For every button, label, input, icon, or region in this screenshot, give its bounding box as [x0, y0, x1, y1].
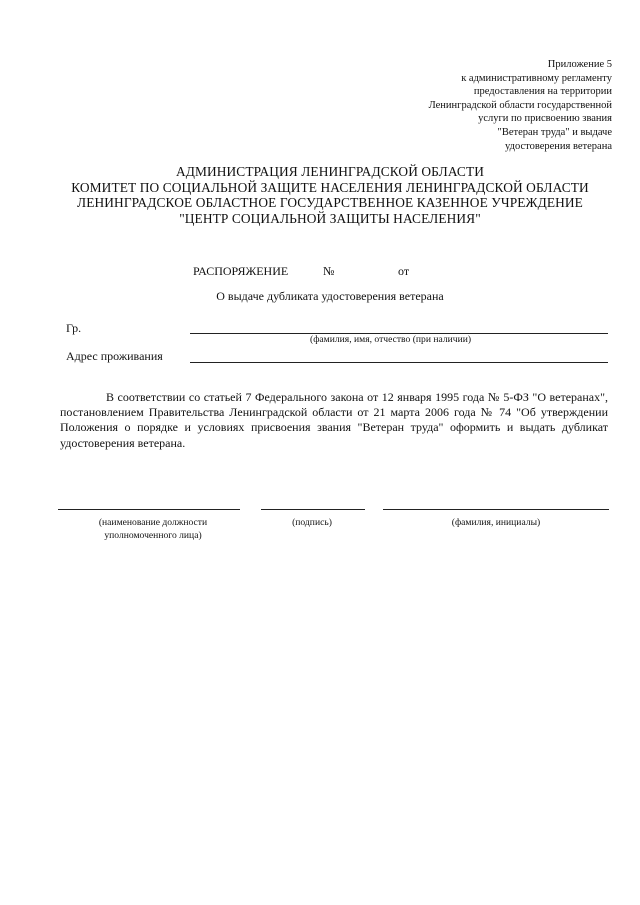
appendix-line: Приложение 5: [547, 59, 612, 70]
name-signature-line: [383, 509, 609, 510]
order-subject: О выдаче дубликата удостоверения ветерана: [216, 289, 444, 303]
appendix-line: удостоверения ветерана: [505, 140, 612, 152]
appendix-line: Ленинградской области государственной: [428, 99, 612, 111]
appendix-line: предоставления на территории: [473, 86, 612, 98]
header-line: ЛЕНИНГРАДСКОЕ ОБЛАСТНОЕ ГОСУДАРСТВЕННОЕ КАЗЕННОЕ УЧРЕЖДЕНИЕ: [77, 195, 583, 210]
position-caption: [62, 516, 244, 542]
order-date-label: от: [398, 264, 410, 278]
appendix-note: [352, 58, 612, 153]
address-label: Адрес проживания: [66, 349, 163, 363]
position-caption-line: уполномоченного лица): [104, 530, 202, 541]
appendix-line: к административному регламенту: [461, 72, 612, 84]
citizen-name-caption: (фамилия, имя, отчество (при наличии): [310, 334, 472, 345]
order-title: РАСПОРЯЖЕНИЕ: [193, 264, 289, 278]
name-caption: (фамилия, инициалы): [451, 517, 541, 528]
position-caption-line: (наименование должности: [98, 517, 208, 528]
order-number-label: №: [323, 264, 335, 278]
header-line: "ЦЕНТР СОЦИАЛЬНОЙ ЗАЩИТЫ НАСЕЛЕНИЯ": [179, 210, 481, 226]
signature-caption: (подпись): [292, 517, 332, 528]
signature-line: [261, 509, 365, 510]
header-line: КОМИТЕТ ПО СОЦИАЛЬНОЙ ЗАЩИТЕ НАСЕЛЕНИЯ ЛЕНИНГРАДСКОЙ ОБЛАСТИ: [71, 179, 589, 195]
position-signature-line: [58, 509, 240, 510]
header-line: АДМИНИСТРАЦИЯ ЛЕНИНГРАДСКОЙ ОБЛАСТИ: [175, 164, 484, 179]
appendix-line: услуги по присвоению звания: [478, 113, 612, 125]
citizen-label: Гр.: [66, 321, 82, 335]
organization-header: [60, 164, 600, 226]
appendix-line: "Ветеран труда" и выдаче: [497, 126, 612, 138]
order-body-text: В соответствии со статьей 7 Федерального закона от 12 января 1995 года № 5-ФЗ "О ветеранах", постановлением Правительства Ленинградской области от 21 марта 2006 года № 74 "Об утверждении Положения о порядке и условиях присвоения звания "Ветеран труда" оформить и выдать дубликат удостоверения ветерана.: [60, 390, 608, 450]
address-line: [190, 362, 608, 363]
